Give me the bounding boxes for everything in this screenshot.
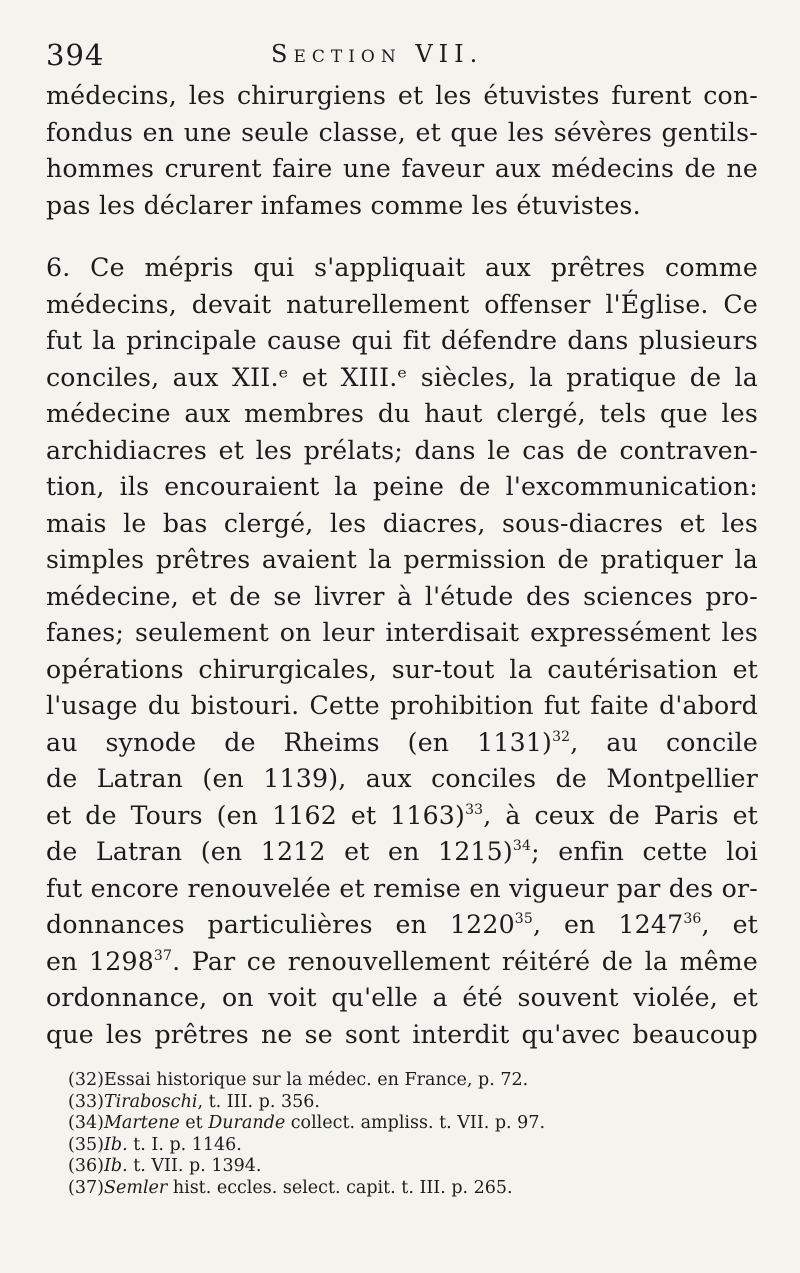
text-line: fanes; seulement on leur interdisait expressément les (46, 618, 758, 647)
text-line: conciles, aux XII.ᵉ et XIII.ᵉ siècles, la pratique de la (46, 362, 758, 392)
text-line: tion, ils encouraient la peine de l'excommunication: (46, 472, 758, 501)
footnotes (68, 1070, 668, 1200)
footnote (68, 1156, 668, 1178)
footnote (68, 1092, 668, 1114)
footnote-text: hist. eccles. select. capit. t. III. p. 265. (167, 1177, 513, 1198)
text-line: médecine, et de se livrer à l'étude des sciences pro- (46, 581, 758, 611)
page-number: 394 (46, 38, 105, 72)
text-segment: . Par ce renouvellement réitéré de la même (172, 946, 758, 976)
footnote-number: (32) (68, 1070, 104, 1090)
footnote-connector: et (179, 1113, 209, 1134)
text-line: fut encore renouvelée et remise en vigueur par des or- (46, 873, 758, 903)
footnote-text: t. I. p. 1146. (127, 1134, 242, 1155)
footnote-ref[interactable]: 37 (153, 947, 173, 964)
footnote-number: (33) (68, 1091, 104, 1112)
footnote-author: Ib. (104, 1156, 128, 1177)
text-segment: donnances particulières en 1220 (46, 910, 515, 939)
text-line: de Latran (en 1139), aux conciles de Montpellier (46, 764, 758, 793)
text-segment: , et (701, 910, 758, 939)
text-segment: de Latran (en 1212 et en 1215) (46, 837, 513, 866)
text-line (46, 907, 758, 944)
footnote (68, 1178, 668, 1200)
footnote-text: , t. III. p. 356. (197, 1091, 320, 1112)
footnote-text: collect. ampliss. t. VII. p. 97. (285, 1113, 546, 1134)
text-line: fut la principale cause qui fit défendre dans plusieurs (46, 326, 758, 355)
text-line (46, 798, 758, 835)
text-line: archidiacres et les prélats; dans le cas de contraven- (46, 435, 758, 465)
footnote-number: (36) (68, 1156, 104, 1177)
footnote-author: Semler (104, 1177, 168, 1198)
text-line: 6. Ce mépris qui s'appliquait aux prêtres comme (46, 253, 758, 282)
text-line (46, 725, 758, 762)
section-title: Section VII. (271, 40, 484, 68)
text-line: que les prêtres ne se sont interdit qu'avec beaucoup (46, 1019, 758, 1049)
footnote-author: Martene (104, 1113, 180, 1134)
footnote-ref[interactable]: 35 (514, 911, 534, 927)
text-line: mais le bas clergé, les diacres, sous-diacres et les (46, 508, 758, 538)
footnote (68, 1070, 668, 1092)
footnote (68, 1135, 668, 1157)
text-line (46, 834, 758, 871)
footnote-author: Ib. (104, 1134, 128, 1155)
footnote-ref[interactable]: 36 (683, 911, 702, 927)
footnote-text: t. VII. p. 1394. (127, 1156, 262, 1177)
text-segment: , à ceux de Paris et (483, 800, 758, 830)
footnote-number: (35) (68, 1134, 104, 1155)
text-segment: et de Tours (en 1162 et 1163) (46, 800, 466, 830)
text-segment: au synode de Rheims (en 1131) (46, 727, 553, 757)
footnote-ref[interactable]: 34 (512, 838, 532, 854)
footnote (68, 1113, 668, 1135)
text-line: opérations chirurgicales, sur-tout la cautérisation et (46, 654, 758, 684)
text-line: pas les déclarer infames comme les étuvistes. (46, 190, 641, 220)
footnote-number: (34) (68, 1113, 104, 1134)
text-line: médecins, les chirurgiens et les étuvistes furent con- (46, 81, 758, 110)
footnote-ref[interactable]: 32 (552, 728, 571, 745)
text-line: simples prêtres avaient la permission de pratiquer la (46, 545, 758, 574)
text-segment: , en 1247 (533, 910, 684, 939)
text-segment: en 1298 (46, 946, 154, 976)
text-line: fondus en une seule classe, et que les sévères gentils- (46, 117, 758, 147)
footnote-ref[interactable]: 33 (465, 801, 484, 818)
text-segment: , au concile (570, 727, 758, 757)
text-line (46, 944, 758, 981)
footnote-author: Durande (208, 1113, 286, 1134)
footnote-number: (37) (68, 1177, 104, 1198)
text-segment: ; enfin cette loi (531, 837, 758, 866)
footnote-text: Essai historique sur la médec. en France, p. 72. (104, 1070, 529, 1090)
footnote-author: Tiraboschi (104, 1091, 198, 1112)
page-header (46, 36, 746, 76)
text-line: médecins, devait naturellement offenser l'Église. Ce (46, 289, 758, 319)
text-line: ordonnance, on voit qu'elle a été souvent violée, et (46, 983, 758, 1012)
text-line: hommes crurent faire une faveur aux médecins de ne (46, 154, 758, 183)
paragraph-gap (46, 224, 758, 250)
text-line: l'usage du bistouri. Cette prohibition fut faite d'abord (46, 691, 758, 720)
body-text (46, 78, 758, 1053)
text-line: médecine aux membres du haut clergé, tels que les (46, 399, 758, 428)
